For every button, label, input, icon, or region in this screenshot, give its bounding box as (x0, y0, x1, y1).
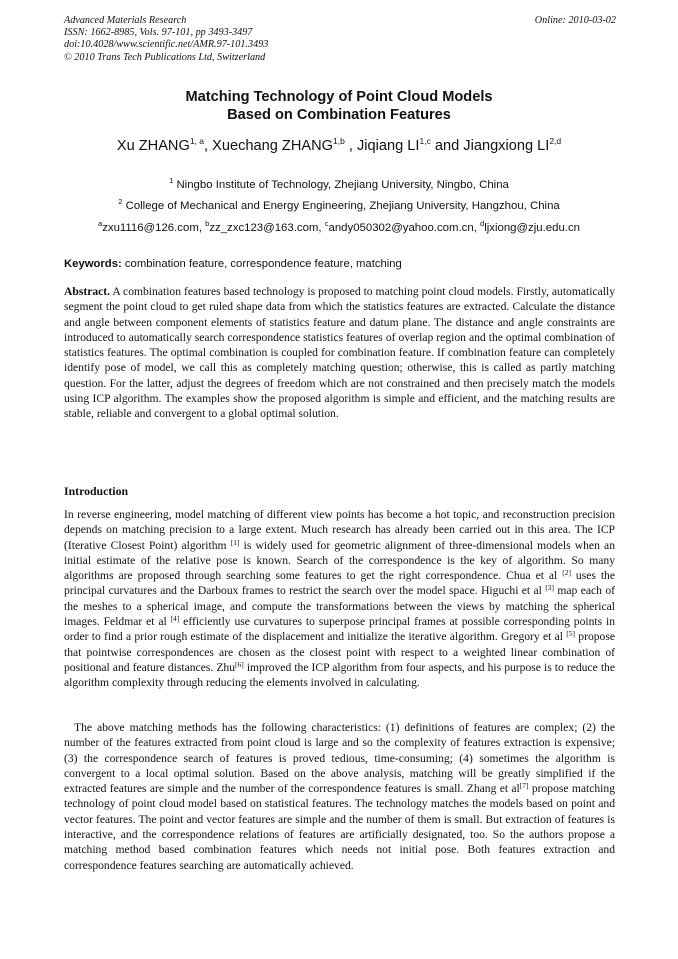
email-separator: , (318, 222, 325, 234)
affiliation-mark: 2 (118, 197, 123, 206)
title-line-2: Based on Combination Features (227, 107, 451, 123)
citation-ref[interactable]: [5] (566, 629, 576, 639)
author-name: Xuechang ZHANG (212, 138, 333, 154)
online-date: Online: 2010-03-02 (534, 15, 616, 26)
affiliation-text: College of Mechanical and Energy Engineering, Zhejiang University, Hangzhou, China (125, 200, 560, 212)
author-affil-mark: 1, a (189, 136, 205, 146)
author-affil-mark: 2,d (549, 136, 562, 146)
doi-line: doi:10.4028/www.scientific.net/AMR.97-101.3493 (64, 39, 269, 51)
email-address[interactable]: andy050302@yahoo.com.cn (328, 222, 474, 234)
citation-ref[interactable]: [1] (230, 537, 240, 547)
intro-text: improved the ICP algorithm from four aspects, and his purpose is to reduce the algorithm complexity through reducing the elements involved in calculating. (64, 660, 615, 690)
citation-ref[interactable]: [4] (170, 614, 180, 624)
intro-text: propose that pointwise correspondences are chosen as the closest point with respect to a weighted linear combination of positional and feature distances. Zhu (64, 630, 615, 674)
author-name: Jiqiang LI (357, 138, 420, 154)
author-separator: and (430, 138, 464, 154)
author-separator: , (344, 138, 357, 154)
intro-text: propose matching technology of point cloud model based on statistical features. The technology matches the models based on point and vector features. The point and vector features are simple and the number of them is small. But extraction of features is interactive, and the correspondence relations of features are artificially designated, too. So the authors propose a matching method based combination features which needs not initial pose. Both features extraction and correspondence features searching are automatically achieved. (64, 782, 615, 872)
author-affil-mark: 1,c (419, 136, 431, 146)
intro-text: is widely used for geometric alignment of three-dimensional models when an initial estimate of the relative pose is known. Search of the correspondence is the key of algorithm. So many algorithms are proposed through searching some features to get the right correspondence. Chua et al (64, 538, 615, 583)
intro-text: The above matching methods has the following characteristics: (1) definitions of features are complex; (2) the number of the features extracted from point cloud is large and so the complexity of features extraction is expensive; (3) the correspondence search of features is proved tedious, time-consuming; (4) sometimes the algorithm is convergent to a local optimal solution. Based on the above analysis, matching will be greatly simplified if the extracted features are simple and the number of the correspondence features is small. Zhang et al (64, 721, 615, 796)
author-name: Jiangxiong LI (463, 138, 550, 154)
affiliation-text: Ningbo Institute of Technology, Zhejiang University, Ningbo, China (176, 179, 509, 191)
affiliation-2 (0, 199, 678, 213)
issn-line: ISSN: 1662-8985, Vols. 97-101, pp 3493-3497 (64, 27, 253, 39)
intro-text: map each of the meshes to a spherical image, and compute the transformations between the views by matching the spherical images. Feldmar et al (64, 584, 615, 629)
email-mark: b (205, 219, 210, 228)
keywords-label: Keywords: (64, 258, 122, 270)
journal-header (64, 15, 616, 64)
email-address[interactable]: ljxiong@zju.edu.cn (484, 222, 580, 234)
intro-text: efficiently use curvatures to superpose principal frames at possible corresponding points in order to find a prior rough estimate of the displacement and initialize the iterative algorithm. Gregory et al (64, 615, 616, 644)
abstract-paragraph (64, 284, 615, 422)
author-name: Xu ZHANG (116, 138, 190, 154)
section-heading-introduction: Introduction (64, 484, 129, 498)
keywords (64, 257, 616, 271)
citation-ref[interactable]: [2] (562, 568, 571, 578)
email-separator: , (198, 222, 206, 234)
copyright-line: © 2010 Trans Tech Publications Ltd, Switzerland (64, 51, 266, 63)
intro-text: In reverse engineering, model matching of different view points has become a hot topic, and reconstruction precision depends on matching precision to a large extent. Much research has already been carried out in this area. The ICP (Iterative Closest Point) algorithm (64, 508, 615, 552)
intro-text: uses the principal curvatures and the Darboux frames to restrict the search over the model space. Higuchi et al (64, 569, 615, 598)
email-separator: , (473, 222, 481, 234)
intro-paragraph-1 (64, 507, 615, 691)
author-separator: , (204, 138, 213, 154)
journal-name: Advanced Materials Research (64, 15, 187, 26)
citation-ref[interactable]: [7] (519, 781, 529, 791)
author-list (0, 137, 678, 155)
author-affil-mark: 1,b (333, 136, 345, 146)
intro-paragraph-2 (64, 720, 615, 873)
abstract-text: A combination features based technology is proposed to matching point cloud models. Firstly, automatically segment the point cloud to get ruled shape data from which the statistics features are extracted. Calculate the distance and angle between component elements of statistics feature and datum plane. The distance and angle constraints are introduced to automatically search correspondence statistics features of overlap region and the optimal combination of statistics features. The optimal combination is coupled for combination feature. If combination feature can completely identify pose of model, we call this as completely matching question; otherwise, this is called as partly matching question. For the latter, adjust the degrees of freedom which are not constrained and then precisely match the models using ICP algorithm. The examples show the proposed algorithm is simple and efficient, and the matching results are stable, reliable and convergent to a global optimal solution. (64, 285, 615, 421)
email-address[interactable]: zxu1116@126.com (102, 222, 199, 234)
email-mark: c (324, 219, 329, 228)
affiliation-mark: 1 (169, 176, 174, 185)
title-line-1: Matching Technology of Point Cloud Models (185, 89, 493, 105)
abstract-label: Abstract. (64, 285, 111, 298)
affiliation-1 (0, 178, 678, 192)
email-address[interactable]: zz_zxc123@163.com (209, 222, 319, 234)
keywords-text: combination feature, correspondence feature, matching (121, 258, 402, 270)
email-mark: a (98, 219, 103, 228)
email-list (0, 221, 678, 235)
citation-ref[interactable]: [6] (235, 659, 244, 669)
email-mark: d (480, 219, 485, 228)
paper-title (0, 88, 678, 124)
citation-ref[interactable]: [3] (545, 583, 555, 593)
